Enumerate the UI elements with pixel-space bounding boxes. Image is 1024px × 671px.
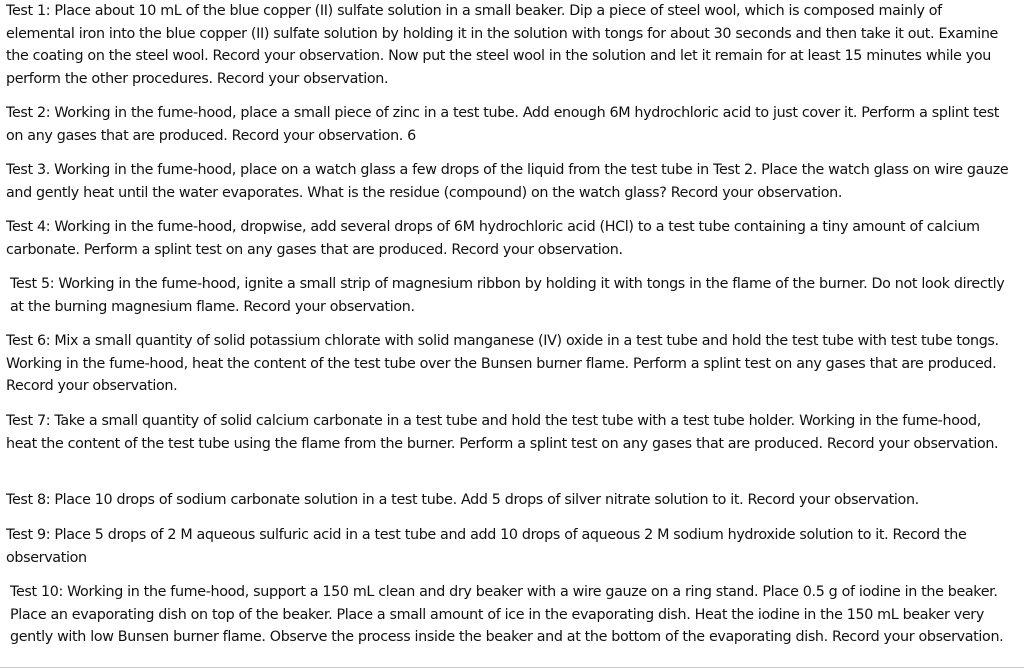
test-6-paragraph: Test 6: Mix a small quantity of solid potassium chlorate with solid manganese (IV) oxide in a test tube and hold the test tube with test tube tongs. Working in the fume-hood, heat the content of the test tube over the Bunsen burner flame. Perform a splint test on any gases that are produced. Record your observation.	[6, 333, 999, 394]
test-9-paragraph: Test 9: Place 5 drops of 2 M aqueous sulfuric acid in a test tube and add 10 drops of aqueous 2 M sodium hydroxide solution to it. Record the observation	[6, 527, 967, 566]
test-10-paragraph: Test 10: Working in the fume-hood, support a 150 mL clean and dry beaker with a wire gauze on a ring stand. Place 0.5 g of iodine in the beaker. Place an evaporating dish on top of the beaker. Place a small amount of ice in the evaporating dish. Heat the iodine in the 150 mL beaker very gently with low Bunsen burner flame. Observe the process inside the beaker and at the bottom of the evaporating dish. Record your observation.	[10, 584, 1004, 645]
test-3-paragraph: Test 3. Working in the fume-hood, place on a watch glass a few drops of the liquid from the test tube in Test 2. Place the watch glass on wire gauze and gently heat until the water evaporates. What is the residue (compound) on the watch glass? Record your observation.	[6, 162, 1009, 201]
test-4-paragraph: Test 4: Working in the fume-hood, dropwise, add several drops of 6M hydrochloric acid (HCl) to a test tube containing a tiny amount of calcium carbonate. Perform a splint test on any gases that are produced. Record your observation.	[6, 219, 980, 258]
test-1-paragraph: Test 1: Place about 10 mL of the blue copper (II) sulfate solution in a small beaker. Dip a piece of steel wool, which is composed mainly of elemental iron into the blue copper (II) sulfate solution by holding it in the solution with tongs for about 30 seconds and then take it out. Examine the coating on the steel wool. Record your observation. Now put the steel wool in the solution and let it remain for at least 15 minutes while you perform the other procedures. Record your observation.	[6, 3, 999, 87]
test-2-paragraph: Test 2: Working in the fume-hood, place a small piece of zinc in a test tube. Add enough 6M hydrochloric acid to just cover it. Perform a splint test on any gases that are produced. Record your observation. 6	[6, 105, 1000, 144]
test-5-paragraph: Test 5: Working in the fume-hood, ignite a small strip of magnesium ribbon by holding it with tongs in the flame of the burner. Do not look directly at the burning magnesium flame. Record your observation.	[10, 276, 1005, 315]
test-8-paragraph: Test 8: Place 10 drops of sodium carbonate solution in a test tube. Add 5 drops of silver nitrate solution to it. Record your observation.	[6, 492, 919, 508]
bottom-divider	[0, 667, 1024, 668]
test-7-paragraph: Test 7: Take a small quantity of solid calcium carbonate in a test tube and hold the test tube with a test tube holder. Working in the fume-hood, heat the content of the test tube using the flame from the burner. Perform a splint test on any gases that are produced. Record your observation.	[6, 413, 999, 452]
